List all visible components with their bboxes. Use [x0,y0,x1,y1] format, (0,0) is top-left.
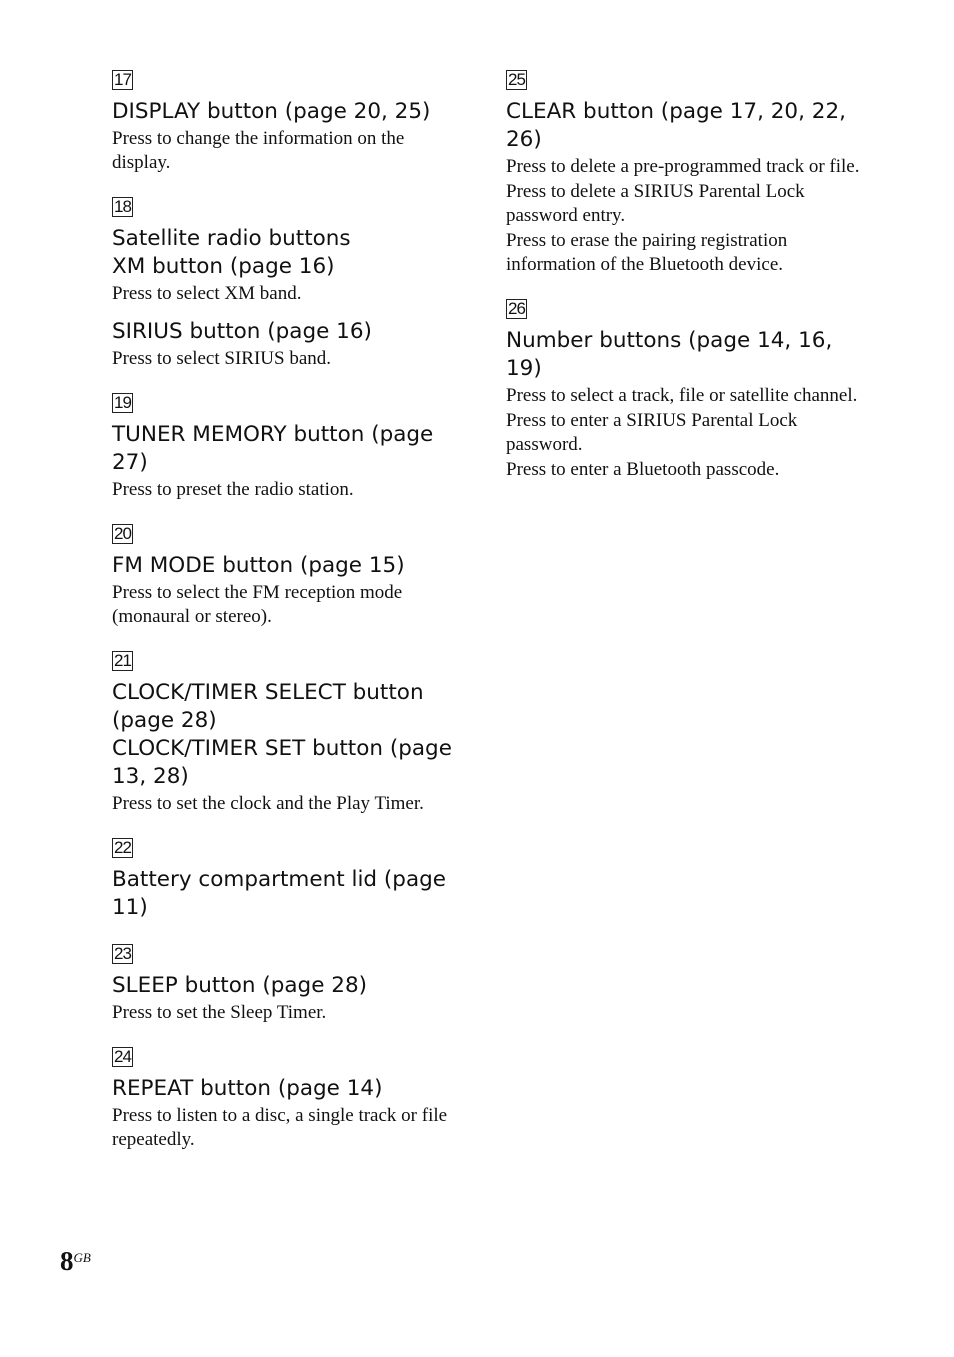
entry-heading: CLOCK/TIMER SELECT button (page 28) [112,680,424,733]
entry-description: Press to enter a Bluetooth passcode. [506,459,780,480]
right-column [506,70,866,504]
entry-heading: CLEAR button (page 17, 20, 22, 26) [506,99,846,152]
item-number: 24 [114,1047,131,1066]
entry-23 [112,944,462,1025]
entry-17 [112,70,462,175]
entry-description: Press to delete a SIRIUS Parental Lock password entry. [506,181,805,226]
entry-heading: SLEEP button (page 28) [112,973,368,998]
entry-description: Press to select a track, file or satellite channel. [506,385,858,406]
entry-description: Press to change the information on the display. [112,128,405,173]
entry-description: Press to erase the pairing registration information of the Bluetooth device. [506,230,788,275]
entry-18 [112,197,462,371]
item-number: 22 [114,838,131,857]
entry-description: Press to listen to a disc, a single track or file repeatedly. [112,1105,448,1150]
entry-heading: CLOCK/TIMER SET button (page 13, 28) [112,736,452,789]
entry-20 [112,524,462,629]
entry-heading: Number buttons (page 14, 16, 19) [506,328,833,381]
entry-heading: Battery compartment lid (page 11) [112,867,446,920]
entry-description: Press to set the Sleep Timer. [112,1002,327,1023]
item-number: 23 [114,944,131,963]
entry-description: Press to preset the radio station. [112,479,354,500]
entry-heading: Satellite radio buttons [112,226,351,251]
left-column [112,70,462,1174]
entry-24 [112,1047,462,1152]
page-number [60,1246,91,1277]
entry-description: Press to select the FM reception mode (monaural or stereo). [112,582,403,627]
item-number: 21 [114,651,131,670]
page-number-suffix: GB [73,1250,91,1265]
entry-heading: TUNER MEMORY button (page 27) [112,422,434,475]
entry-19 [112,393,462,502]
item-number: 19 [114,393,131,412]
entry-21 [112,651,462,816]
item-number: 17 [114,70,131,89]
item-number: 20 [114,524,131,543]
entry-description: Press to enter a SIRIUS Parental Lock password. [506,410,798,455]
entry-26 [506,299,866,482]
entry-heading: XM button (page 16) [112,254,335,279]
entry-subheading: SIRIUS button (page 16) [112,319,372,344]
entry-22 [112,838,462,922]
entry-25 [506,70,866,277]
entry-description: Press to set the clock and the Play Timer. [112,793,424,814]
entry-description: Press to select SIRIUS band. [112,348,332,369]
item-number: 18 [114,197,131,216]
entry-heading: REPEAT button (page 14) [112,1076,383,1101]
item-number: 26 [508,299,525,318]
item-number: 25 [508,70,525,89]
entry-heading: DISPLAY button (page 20, 25) [112,99,431,124]
entry-description: Press to select XM band. [112,283,302,304]
page-number-value: 8 [60,1246,74,1276]
entry-description: Press to delete a pre-programmed track or file. [506,156,860,177]
entry-heading: FM MODE button (page 15) [112,553,405,578]
